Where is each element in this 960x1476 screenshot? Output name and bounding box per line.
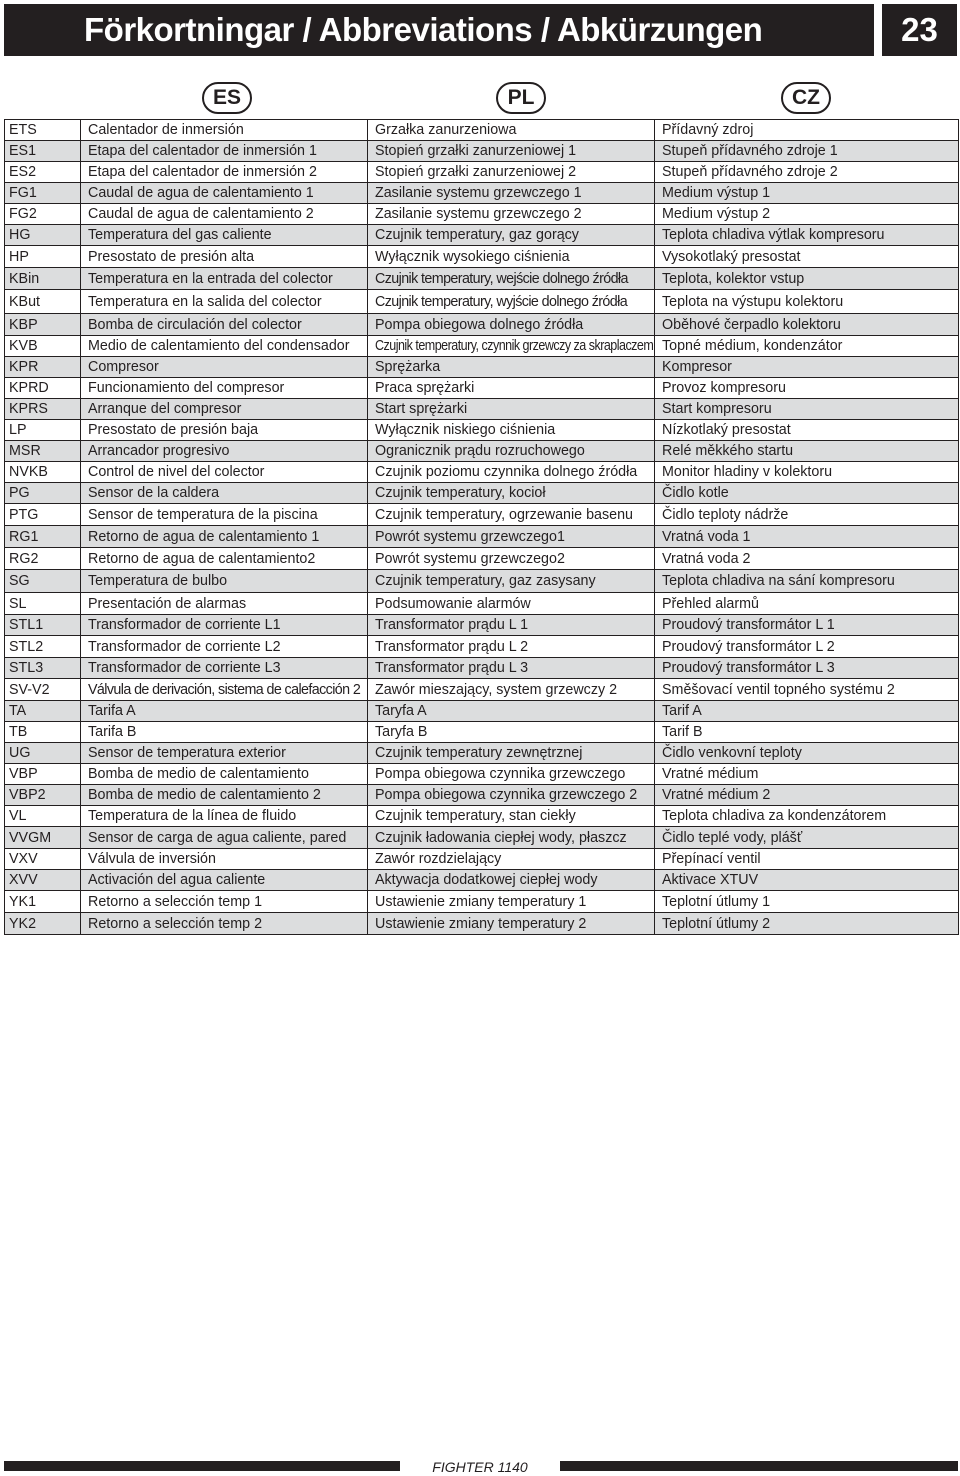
table-row — [5, 870, 959, 891]
table-row — [5, 849, 959, 870]
abbreviation-cell: SV-V2 — [5, 679, 81, 701]
czech-cell: Čidlo venkovní teploty — [655, 743, 959, 764]
table-row — [5, 636, 959, 658]
czech-cell: Oběhové čerpadlo kolektoru — [655, 314, 959, 336]
czech-cell: Přehled alarmů — [655, 593, 959, 615]
abbreviation-table — [4, 119, 959, 935]
polish-cell: Transformator prądu L 3 — [368, 658, 655, 679]
language-badge-es: ES — [202, 82, 252, 114]
polish-cell: Transformator prądu L 1 — [368, 615, 655, 636]
polish-cell: Start sprężarki — [368, 399, 655, 420]
polish-cell: Zasilanie systemu grzewczego 1 — [368, 183, 655, 204]
abbreviation-cell: KBut — [5, 290, 81, 314]
polish-cell: Czujnik ładowania ciepłej wody, płaszcz — [368, 827, 655, 849]
spanish-cell: Retorno a selección temp 1 — [81, 891, 368, 913]
table-row — [5, 441, 959, 462]
table-row — [5, 462, 959, 483]
table-row — [5, 827, 959, 849]
page-number: 23 — [882, 4, 957, 56]
abbreviation-cell: TA — [5, 701, 81, 722]
footer-rule-right — [560, 1461, 958, 1471]
czech-cell: Proudový transformátor L 3 — [655, 658, 959, 679]
table-row — [5, 658, 959, 679]
table-row — [5, 141, 959, 162]
czech-cell: Čidlo kotle — [655, 483, 959, 504]
czech-cell: Stupeň přídavného zdroje 2 — [655, 162, 959, 183]
spanish-cell: Medio de calentamiento del condensador — [81, 336, 368, 357]
table-row — [5, 891, 959, 913]
table-row — [5, 570, 959, 593]
abbreviation-cell: YK1 — [5, 891, 81, 913]
table-row — [5, 336, 959, 357]
spanish-cell: Tarifa A — [81, 701, 368, 722]
spanish-cell: Presentación de alarmas — [81, 593, 368, 615]
abbreviation-cell: UG — [5, 743, 81, 764]
spanish-cell: Bomba de circulación del colector — [81, 314, 368, 336]
abbreviation-cell: NVKB — [5, 462, 81, 483]
abbreviation-cell: KBin — [5, 268, 81, 290]
abbreviation-cell: XVV — [5, 870, 81, 891]
abbreviation-cell: VL — [5, 806, 81, 827]
czech-cell: Kompresor — [655, 357, 959, 378]
czech-cell: Nízkotlaký presostat — [655, 420, 959, 441]
spanish-cell: Sensor de carga de agua caliente, pared — [81, 827, 368, 849]
spanish-cell: Temperatura en la entrada del colector — [81, 268, 368, 290]
abbreviation-cell: ES1 — [5, 141, 81, 162]
abbreviation-cell: FG2 — [5, 204, 81, 225]
polish-cell: Czujnik temperatury, wejście dolnego źródła — [368, 268, 655, 290]
polish-cell: Praca sprężarki — [368, 378, 655, 399]
abbreviation-cell: HP — [5, 246, 81, 268]
spanish-cell: Temperatura del gas caliente — [81, 225, 368, 246]
table-row — [5, 548, 959, 570]
czech-cell: Vratná voda 2 — [655, 548, 959, 570]
abbreviation-cell: STL1 — [5, 615, 81, 636]
polish-cell: Podsumowanie alarmów — [368, 593, 655, 615]
czech-cell: Teplota chladiva za kondenzátorem — [655, 806, 959, 827]
abbreviation-cell: STL2 — [5, 636, 81, 658]
abbreviation-cell: RG2 — [5, 548, 81, 570]
polish-cell: Zawór rozdzielający — [368, 849, 655, 870]
czech-cell: Proudový transformátor L 2 — [655, 636, 959, 658]
abbreviation-cell: VBP — [5, 764, 81, 785]
polish-cell: Taryfa B — [368, 722, 655, 743]
language-badge-cz: CZ — [781, 82, 831, 114]
table-row — [5, 290, 959, 314]
czech-cell: Tarif B — [655, 722, 959, 743]
table-row — [5, 399, 959, 420]
spanish-cell: Arranque del compresor — [81, 399, 368, 420]
table-row — [5, 162, 959, 183]
polish-cell: Pompa obiegowa czynnika grzewczego — [368, 764, 655, 785]
abbreviation-cell: ETS — [5, 120, 81, 141]
polish-cell: Stopień grzałki zanurzeniowej 1 — [368, 141, 655, 162]
polish-cell: Transformator prądu L 2 — [368, 636, 655, 658]
polish-cell: Czujnik temperatury, czynnik grzewczy za skraplaczem — [368, 336, 655, 357]
spanish-cell: Válvula de derivación, sistema de calefacción 2 — [81, 679, 368, 701]
polish-cell: Pompa obiegowa dolnego źródła — [368, 314, 655, 336]
abbreviation-cell: KPRD — [5, 378, 81, 399]
czech-cell: Teplota chladiva výtlak kompresoru — [655, 225, 959, 246]
spanish-cell: Etapa del calentador de inmersión 2 — [81, 162, 368, 183]
czech-cell: Start kompresoru — [655, 399, 959, 420]
czech-cell: Vysokotlaký presostat — [655, 246, 959, 268]
abbreviation-table-body — [5, 120, 959, 935]
czech-cell: Teplotní útlumy 1 — [655, 891, 959, 913]
polish-cell: Stopień grzałki zanurzeniowej 2 — [368, 162, 655, 183]
abbreviation-cell: HG — [5, 225, 81, 246]
polish-cell: Grzałka zanurzeniowa — [368, 120, 655, 141]
abbreviation-cell: MSR — [5, 441, 81, 462]
abbreviation-cell: TB — [5, 722, 81, 743]
czech-cell: Teplota chladiva na sání kompresoru — [655, 570, 959, 593]
spanish-cell: Etapa del calentador de inmersión 1 — [81, 141, 368, 162]
spanish-cell: Presostato de presión baja — [81, 420, 368, 441]
spanish-cell: Calentador de inmersión — [81, 120, 368, 141]
czech-cell: Tarif A — [655, 701, 959, 722]
abbreviation-cell: RG1 — [5, 526, 81, 548]
spanish-cell: Caudal de agua de calentamiento 1 — [81, 183, 368, 204]
polish-cell: Czujnik temperatury, ogrzewanie basenu — [368, 504, 655, 526]
czech-cell: Teplotní útlumy 2 — [655, 913, 959, 935]
czech-cell: Medium výstup 1 — [655, 183, 959, 204]
polish-cell: Czujnik poziomu czynnika dolnego źródła — [368, 462, 655, 483]
table-row — [5, 420, 959, 441]
spanish-cell: Arrancador progresivo — [81, 441, 368, 462]
spanish-cell: Control de nivel del colector — [81, 462, 368, 483]
polish-cell: Czujnik temperatury, gaz zasysany — [368, 570, 655, 593]
table-row — [5, 679, 959, 701]
abbreviation-cell: STL3 — [5, 658, 81, 679]
table-row — [5, 357, 959, 378]
header-bar — [4, 4, 874, 56]
table-row — [5, 615, 959, 636]
polish-cell: Aktywacja dodatkowej ciepłej wody — [368, 870, 655, 891]
abbreviation-cell: ES2 — [5, 162, 81, 183]
table-row — [5, 314, 959, 336]
table-row — [5, 268, 959, 290]
polish-cell: Ustawienie zmiany temperatury 2 — [368, 913, 655, 935]
czech-cell: Vratné médium — [655, 764, 959, 785]
czech-cell: Teplota na výstupu kolektoru — [655, 290, 959, 314]
czech-cell: Vratná voda 1 — [655, 526, 959, 548]
table-row — [5, 593, 959, 615]
table-row — [5, 225, 959, 246]
czech-cell: Čidlo teploty nádrže — [655, 504, 959, 526]
spanish-cell: Temperatura de bulbo — [81, 570, 368, 593]
spanish-cell: Funcionamiento del compresor — [81, 378, 368, 399]
footer-rule-left — [4, 1461, 400, 1471]
spanish-cell: Sensor de temperatura de la piscina — [81, 504, 368, 526]
table-row — [5, 183, 959, 204]
polish-cell: Pompa obiegowa czynnika grzewczego 2 — [368, 785, 655, 806]
table-row — [5, 246, 959, 268]
spanish-cell: Transformador de corriente L1 — [81, 615, 368, 636]
czech-cell: Čidlo teplé vody, plášť — [655, 827, 959, 849]
table-row — [5, 806, 959, 827]
polish-cell: Sprężarka — [368, 357, 655, 378]
abbreviation-cell: LP — [5, 420, 81, 441]
abbreviation-cell: PG — [5, 483, 81, 504]
polish-cell: Wyłącznik niskiego ciśnienia — [368, 420, 655, 441]
abbreviation-cell: VXV — [5, 849, 81, 870]
table-row — [5, 526, 959, 548]
czech-cell: Relé měkkého startu — [655, 441, 959, 462]
czech-cell: Aktivace XTUV — [655, 870, 959, 891]
spanish-cell: Temperatura de la línea de fluido — [81, 806, 368, 827]
spanish-cell: Transformador de corriente L3 — [81, 658, 368, 679]
polish-cell: Czujnik temperatury, wyjście dolnego źródła — [368, 290, 655, 314]
polish-cell: Powrót systemu grzewczego1 — [368, 526, 655, 548]
table-row — [5, 204, 959, 225]
spanish-cell: Sensor de temperatura exterior — [81, 743, 368, 764]
czech-cell: Teplota, kolektor vstup — [655, 268, 959, 290]
czech-cell: Přepínací ventil — [655, 849, 959, 870]
table-row — [5, 483, 959, 504]
table-row — [5, 701, 959, 722]
table-row — [5, 504, 959, 526]
czech-cell: Monitor hladiny v kolektoru — [655, 462, 959, 483]
polish-cell: Taryfa A — [368, 701, 655, 722]
polish-cell: Ogranicznik prądu rozruchowego — [368, 441, 655, 462]
abbreviation-cell: KPR — [5, 357, 81, 378]
czech-cell: Vratné médium 2 — [655, 785, 959, 806]
spanish-cell: Temperatura en la salida del colector — [81, 290, 368, 314]
abbreviation-cell: PTG — [5, 504, 81, 526]
table-row — [5, 120, 959, 141]
spanish-cell: Retorno a selección temp 2 — [81, 913, 368, 935]
abbreviation-cell: YK2 — [5, 913, 81, 935]
spanish-cell: Bomba de medio de calentamiento 2 — [81, 785, 368, 806]
abbreviation-cell: SL — [5, 593, 81, 615]
table-row — [5, 785, 959, 806]
spanish-cell: Activación del agua caliente — [81, 870, 368, 891]
table-row — [5, 913, 959, 935]
table-row — [5, 764, 959, 785]
czech-cell: Proudový transformátor L 1 — [655, 615, 959, 636]
footer-model-name: FIGHTER 1140 — [432, 1459, 528, 1475]
abbreviation-cell: KPRS — [5, 399, 81, 420]
czech-cell: Topné médium, kondenzátor — [655, 336, 959, 357]
abbreviation-cell: FG1 — [5, 183, 81, 204]
abbreviation-cell: VVGM — [5, 827, 81, 849]
czech-cell: Přídavný zdroj — [655, 120, 959, 141]
abbreviation-cell: SG — [5, 570, 81, 593]
polish-cell: Czujnik temperatury zewnętrznej — [368, 743, 655, 764]
polish-cell: Zawór mieszający, system grzewczy 2 — [368, 679, 655, 701]
table-row — [5, 378, 959, 399]
spanish-cell: Presostato de presión alta — [81, 246, 368, 268]
czech-cell: Směšovací ventil topného systému 2 — [655, 679, 959, 701]
czech-cell: Provoz kompresoru — [655, 378, 959, 399]
table-row — [5, 743, 959, 764]
spanish-cell: Sensor de la caldera — [81, 483, 368, 504]
spanish-cell: Retorno de agua de calentamiento 1 — [81, 526, 368, 548]
spanish-cell: Caudal de agua de calentamiento 2 — [81, 204, 368, 225]
abbreviation-cell: KVB — [5, 336, 81, 357]
spanish-cell: Retorno de agua de calentamiento2 — [81, 548, 368, 570]
spanish-cell: Bomba de medio de calentamiento — [81, 764, 368, 785]
abbreviation-cell: VBP2 — [5, 785, 81, 806]
spanish-cell: Compresor — [81, 357, 368, 378]
spanish-cell: Válvula de inversión — [81, 849, 368, 870]
page-title: Förkortningar / Abbreviations / Abkürzungen — [84, 11, 763, 48]
language-badge-pl: PL — [496, 82, 546, 114]
abbreviation-cell: KBP — [5, 314, 81, 336]
polish-cell: Zasilanie systemu grzewczego 2 — [368, 204, 655, 225]
czech-cell: Stupeň přídavného zdroje 1 — [655, 141, 959, 162]
spanish-cell: Tarifa B — [81, 722, 368, 743]
polish-cell: Powrót systemu grzewczego2 — [368, 548, 655, 570]
polish-cell: Czujnik temperatury, stan ciekły — [368, 806, 655, 827]
polish-cell: Czujnik temperatury, gaz gorący — [368, 225, 655, 246]
spanish-cell: Transformador de corriente L2 — [81, 636, 368, 658]
polish-cell: Czujnik temperatury, kocioł — [368, 483, 655, 504]
polish-cell: Wyłącznik wysokiego ciśnienia — [368, 246, 655, 268]
czech-cell: Medium výstup 2 — [655, 204, 959, 225]
polish-cell: Ustawienie zmiany temperatury 1 — [368, 891, 655, 913]
table-row — [5, 722, 959, 743]
